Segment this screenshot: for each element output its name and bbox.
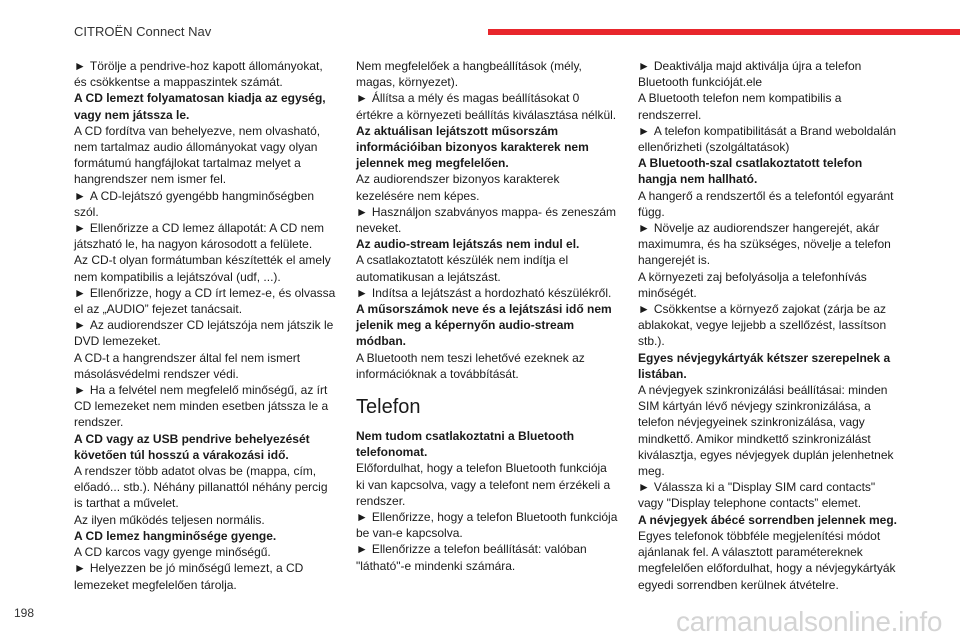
bullet-item: [356, 509, 618, 541]
problem-title: A CD lemez hangminősége gyenge.: [74, 528, 277, 543]
problem-title: Egyes névjegykártyák kétszer szerepelnek a listában.: [638, 350, 891, 381]
problem-title: Az aktuálisan lejátszott műsorszám információiban bizonyos karakterek nem jelennek meg megfelelően.: [356, 123, 589, 171]
section-heading: Telefon: [356, 396, 421, 419]
problem-title: A névjegyek ábécé sorrendben jelennek meg.: [638, 512, 897, 527]
column-1: [74, 58, 336, 593]
paragraph: A CD-t a hangrendszer által fel nem ismert másolásvédelmi rendszer védi.: [74, 350, 301, 381]
problem-title: A műsorszámok neve és a lejátszási idő nem jelenik meg a képernyőn audio-stream módban.: [356, 302, 612, 349]
bullet-text: Használjon szabványos mappa- és zeneszám neveket.: [356, 204, 617, 236]
bullet-item: [74, 220, 336, 252]
arrow-icon: ►: [638, 59, 650, 73]
header-accent-bar: [488, 29, 960, 35]
paragraph: Az audiorendszer bizonyos karakterek kezelésére nem képes.: [356, 172, 560, 203]
bullet-text: Az audiorendszer CD lejátszója nem játszik le DVD lemezeket.: [74, 318, 334, 349]
bullet-text: Indítsa a lejátszást a hordozható készülékről.: [371, 285, 612, 300]
bullet-item: [356, 541, 618, 573]
bullet-item: [356, 204, 618, 236]
bullet-text: Ellenőrizze, hogy a CD írt lemez-e, és olvassa el az „AUDIO” fejezet tanácsait.: [74, 285, 336, 317]
arrow-icon: ►: [74, 561, 86, 576]
bullet-item: [74, 285, 336, 317]
bullet-item: [638, 58, 900, 90]
bullet-item: [74, 188, 336, 220]
bullet-text: Állítsa a mély és magas beállításokat 0 értékre a környezeti beállítás kiválasztása nélkül.: [356, 91, 617, 122]
bullet-item: [74, 560, 336, 592]
bullet-text: Növelje az audiorendszer hangerejét, akár maximumra, és ha szükséges, növelje a telefon hangerejét is.: [638, 221, 891, 268]
arrow-icon: ►: [356, 91, 368, 106]
paragraph: A környezeti zaj befolyásolja a telefonhívás minőségét.: [638, 269, 867, 300]
paragraph: A csatlakoztatott készülék nem indítja el automatikusan a lejátszást.: [356, 253, 569, 284]
bullet-item: [356, 285, 618, 301]
problem-title: Az audio-stream lejátszás nem indul el.: [356, 237, 580, 252]
page-number: 198: [14, 606, 35, 620]
paragraph: Az CD-t olyan formátumban készítették el amely nem kompatibilis a lejátszóval (udf, ...).: [74, 253, 331, 284]
header-title: CITROËN Connect Nav: [74, 24, 212, 39]
arrow-icon: ►: [638, 123, 650, 138]
bullet-text: Ha a felvétel nem megfelelő minőségű, az írt CD lemezeket nem minden esetben játssza le a rendszer.: [74, 383, 329, 430]
arrow-icon: ►: [74, 383, 86, 398]
arrow-icon: ►: [356, 204, 368, 219]
bullet-item: [638, 123, 900, 155]
paragraph: A CD karcos vagy gyenge minőségű.: [74, 545, 271, 560]
bullet-item: [74, 317, 336, 349]
arrow-icon: ►: [74, 188, 86, 203]
paragraph: A rendszer több adatot olvas be (mappa, cím, előadó... stb.). Néhány pillanattól néhány percig is tarthat a művelet.: [74, 464, 328, 511]
bullet-text: Helyezzen be jó minőségű lemezt, a CD lemezeket megfelelően tárolja.: [74, 561, 304, 592]
problem-title: A CD vagy az USB pendrive behelyezését követően túl hosszú a várakozási idő.: [74, 431, 310, 462]
arrow-icon: ►: [356, 285, 368, 300]
bullet-item: [356, 90, 618, 122]
bullet-text: Ellenőrizze a telefon beállítását: valóban "látható"-e mindenki számára.: [356, 542, 587, 573]
arrow-icon: ►: [638, 480, 650, 495]
paragraph: Az ilyen működés teljesen normális.: [74, 512, 265, 527]
arrow-icon: ►: [74, 59, 86, 73]
paragraph: Egyes telefonok többféle megjelenítési módot ajánlanak fel. A választott paramétereknek megfelelően előfordulhat, hogy a névjegykártyák egyedi sorrendben kerülnek átvételre.: [638, 528, 896, 592]
bullet-item: [74, 382, 336, 431]
bullet-text: Válassza ki a "Display SIM card contacts" vagy "Display telephone contacts” elemet.: [638, 480, 876, 511]
arrow-icon: ►: [638, 221, 650, 236]
arrow-icon: ►: [74, 318, 86, 333]
paragraph: Előfordulhat, hogy a telefon Bluetooth funkciója ki van kapcsolva, vagy a telefont nem érzékeli a rendszer.: [356, 461, 611, 508]
bullet-text: Törölje a pendrive-hoz kapott állományokat, és csökkentse a mappaszintek számát.: [74, 59, 323, 90]
paragraph: A CD fordítva van behelyezve, nem olvasható, nem tartalmaz audio állományokat vagy olyan formátumú hangfájlokat tartalmaz melyet a hangrendszer nem ismer fel.: [74, 123, 321, 187]
arrow-icon: ►: [74, 285, 86, 300]
arrow-icon: ►: [356, 542, 368, 557]
bullet-text: Deaktiválja majd aktiválja újra a telefon Bluetooth funkcióját.ele: [638, 59, 862, 90]
column-3: [638, 58, 900, 593]
problem-title: A CD lemezt folyamatosan kiadja az egység, vagy nem játssza le.: [74, 91, 326, 122]
bullet-text: A CD-lejátszó gyengébb hangminőségben szól.: [74, 188, 315, 219]
paragraph: A hangerő a rendszertől és a telefontól egyaránt függ.: [638, 188, 894, 219]
arrow-icon: ►: [74, 221, 86, 236]
watermark: carmanualsonline.info: [676, 606, 943, 637]
bullet-item: [74, 58, 336, 90]
arrow-icon: ►: [356, 510, 368, 525]
paragraph: A Bluetooth nem teszi lehetővé ezeknek az információknak a továbbítását.: [356, 350, 585, 381]
column-2: [356, 58, 618, 574]
bullet-item: [638, 220, 900, 269]
problem-title: Nem tudom csatlakoztatni a Bluetooth telefonomat.: [356, 429, 575, 460]
bullet-text: Csökkentse a környező zajokat (zárja be az ablakokat, vegye lejjebb a szellőzést, lassítson stb.).: [638, 302, 887, 349]
arrow-icon: ►: [638, 302, 650, 317]
paragraph: A Bluetooth telefon nem kompatibilis a rendszerrel.: [638, 91, 842, 122]
problem-title: A Bluetooth-szal csatlakoztatott telefon hangja nem hallható.: [638, 156, 863, 187]
paragraph: Nem megfelelőek a hangbeállítások (mély, magas, környezet).: [356, 59, 582, 90]
bullet-text: Ellenőrizze a CD lemez állapotát: A CD nem játszható le, ha nagyon károsodott a felülete.: [74, 221, 324, 252]
bullet-text: A telefon kompatibilitását a Brand weboldalán ellenőrizheti (szolgáltatások): [638, 123, 897, 155]
bullet-item: [638, 479, 900, 511]
bullet-text: Ellenőrizze, hogy a telefon Bluetooth funkciója be van-e kapcsolva.: [356, 510, 618, 541]
bullet-item: [638, 301, 900, 350]
paragraph: A névjegyek szinkronizálási beállításai: minden SIM kártyán lévő névjegy szinkronizálása, a telefon névjegyeinek szinkronizálása, vagy mindkettő. Amikor mindkettő szinkronizálást kiválasztja, egyes névjegyek duplán jelenhetnek meg.: [638, 383, 894, 479]
